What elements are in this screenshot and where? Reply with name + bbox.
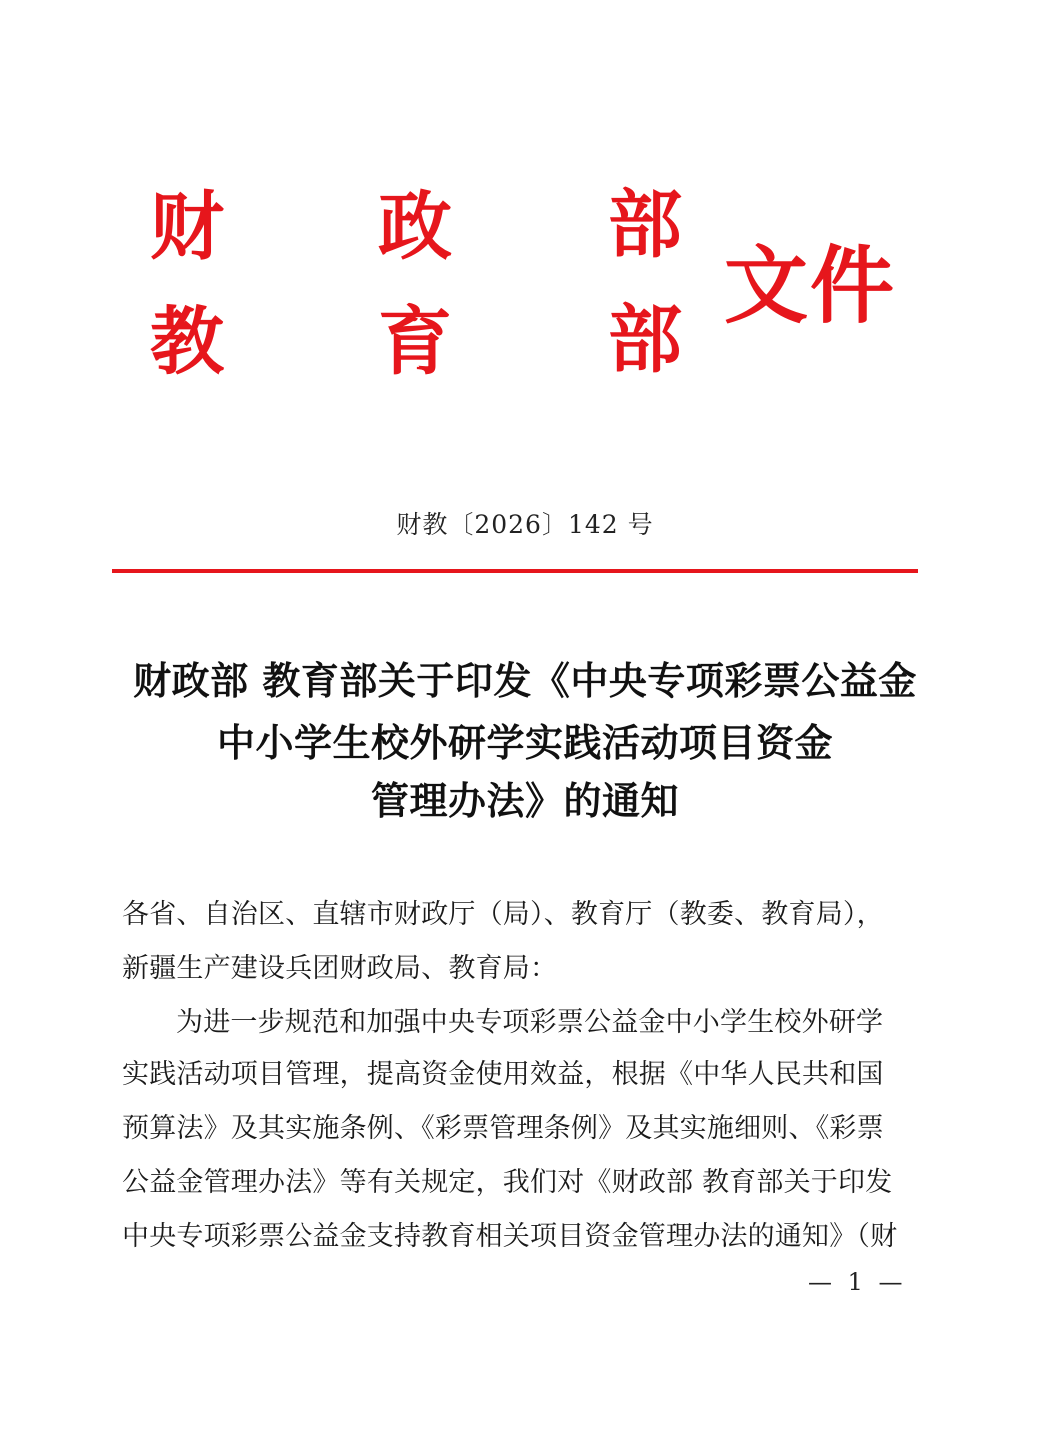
addressee-line: 新疆生产建设兵团财政局、教育局： bbox=[122, 953, 558, 984]
masthead-char: 教 bbox=[150, 299, 224, 385]
body-paragraph-line: 实践活动项目管理，提高资金使用效益，根据《中华人民共和国 bbox=[122, 1059, 884, 1090]
addressee-line: 各省、自治区、直辖市财政厅（局）、教育厅（教委、教育局）， bbox=[122, 899, 884, 930]
masthead-char: 财 bbox=[150, 184, 224, 270]
document-title-line: 财政部 教育部关于印发《中央专项彩票公益金 bbox=[133, 658, 917, 703]
red-separator-line bbox=[112, 569, 918, 573]
document-title-line: 中小学生校外研学实践活动项目资金 bbox=[216, 720, 833, 765]
document-title-line: 管理办法》的通知 bbox=[370, 778, 679, 823]
body-paragraph-line: 公益金管理办法》等有关规定，我们对《财政部 教育部关于印发 bbox=[122, 1167, 893, 1198]
masthead-char: 部 bbox=[608, 297, 682, 383]
body-paragraph-line: 预算法》及其实施条例、《彩票管理条例》及其实施细则、《彩票 bbox=[122, 1113, 884, 1144]
document-number: 财教〔2026〕142 号 bbox=[396, 510, 654, 539]
body-paragraph-line: 中央专项彩票公益金支持教育相关项目资金管理办法的通知》（财 bbox=[122, 1221, 898, 1252]
masthead-char: 育 bbox=[378, 299, 452, 385]
masthead-wenjian: 文件 bbox=[724, 236, 897, 335]
masthead-char: 政 bbox=[378, 184, 452, 270]
page-number: — 1 — bbox=[808, 1268, 907, 1296]
body-paragraph-line: 为进一步规范和加强中央专项彩票公益金中小学生校外研学 bbox=[176, 1007, 884, 1038]
masthead-char: 部 bbox=[608, 182, 682, 268]
